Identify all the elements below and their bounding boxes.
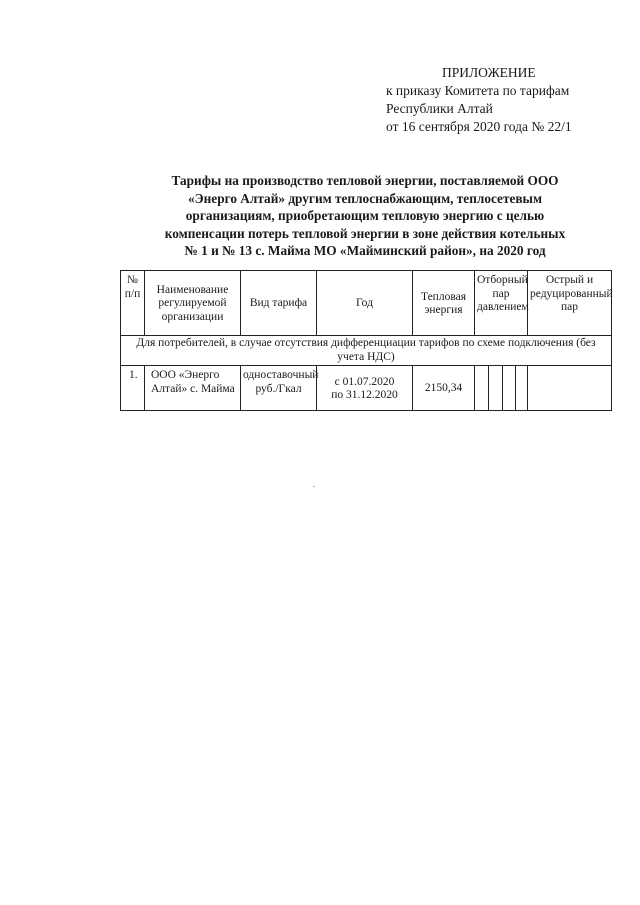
header-steam-extract: Отборный пар давлением: [475, 271, 528, 336]
cell-org: ООО «Энерго Алтай» с. Майма: [145, 366, 241, 411]
heading-line-3: организациям, приобретающим тепловую энергию с целью: [185, 208, 545, 223]
cell-period: [317, 366, 413, 411]
cell-steam-4: [516, 366, 528, 411]
header-heat: Тепловая энергия: [413, 271, 475, 336]
cell-period-from: с 01.07.2020: [334, 375, 395, 388]
heading-line-1: Тарифы на производство тепловой энергии, поставляемой ООО: [171, 173, 559, 188]
table-header-row: [121, 271, 612, 336]
cell-period-to: по 31.12.2020: [331, 389, 398, 401]
cell-steam-3: [503, 366, 516, 411]
header-org: Наименование регулируемой организации: [145, 271, 241, 336]
cell-steam-2: [489, 366, 503, 411]
group-row-label: Для потребителей, в случае отсутствия дифференциации тарифов по схеме подключения (без учета НДС): [121, 336, 612, 366]
cell-heat-value: 2150,34: [413, 366, 475, 411]
heading-line-2: «Энерго Алтай» другим теплоснабжающим, теплосетевым: [187, 190, 543, 206]
table-group-row: [121, 336, 612, 366]
cell-num: 1.: [121, 366, 145, 411]
document-heading: [118, 172, 612, 260]
heading-line-4: компенсации потерь тепловой энергии в зоне действия котельных: [164, 225, 566, 241]
appendix-line-order: к приказу Комитета по тарифам: [386, 83, 570, 98]
header-steam-sharp: Острый и редуцированный пар: [528, 271, 612, 336]
cell-steam-1: [475, 366, 489, 411]
header-tariff-type: Вид тарифа: [241, 271, 317, 336]
appendix-title: ПРИЛОЖЕНИЕ: [442, 65, 536, 80]
scan-speck: [313, 486, 315, 487]
cell-steam-sharp: [528, 366, 612, 411]
appendix-line-region: Республики Алтай: [386, 101, 493, 116]
header-year: Год: [317, 271, 413, 336]
heading-line-5: № 1 и № 13 с. Майма МО «Майминский район», на 2020 год: [184, 243, 546, 258]
header-num: № п/п: [121, 271, 145, 336]
cell-tariff-type: одноставочный руб./Гкал: [241, 366, 317, 411]
appendix-block: [386, 64, 626, 136]
table-row: [121, 366, 612, 411]
appendix-line-date: от 16 сентября 2020 года № 22/1: [386, 119, 572, 134]
tariffs-table: [120, 270, 612, 411]
